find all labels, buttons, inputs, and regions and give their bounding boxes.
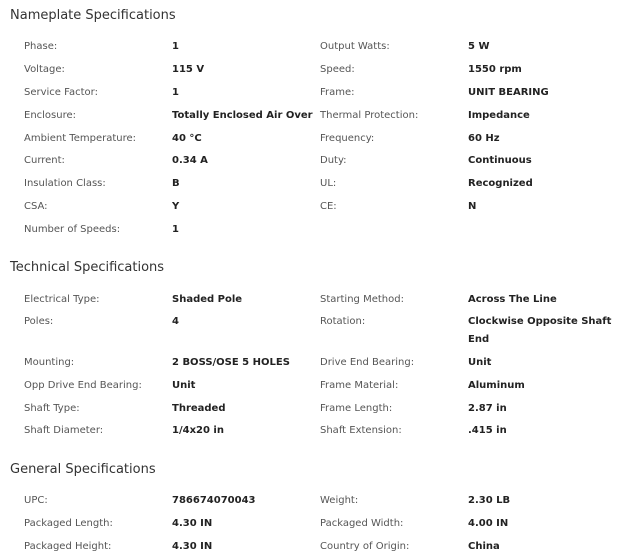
spec-row [0, 61, 638, 77]
spec-value: UNIT BEARING [468, 87, 549, 98]
spec-value: N [468, 201, 477, 212]
spec-value: Totally Enclosed Air Over [172, 110, 313, 121]
spec-label: Insulation Class: [24, 178, 106, 189]
spec-label: Ambient Temperature: [24, 133, 137, 144]
spec-row [0, 538, 638, 554]
spec-value: 786674070043 [172, 495, 256, 506]
nameplate-title: Nameplate Specifications [10, 8, 176, 23]
spec-value: 1550 rpm [468, 64, 522, 75]
spec-label: UPC: [24, 495, 48, 506]
spec-label: Electrical Type: [24, 294, 100, 305]
spec-label: Speed: [320, 64, 355, 75]
spec-label: CE: [320, 201, 337, 212]
spec-value: Impedance [468, 110, 530, 121]
spec-label: Frame Material: [320, 380, 399, 391]
spec-label: Packaged Length: [24, 518, 113, 529]
spec-row [0, 107, 638, 123]
spec-row [0, 515, 638, 531]
spec-value: 4.00 IN [468, 518, 509, 529]
spec-row [0, 175, 638, 191]
spec-value: Unit [172, 380, 196, 391]
spec-label: Frequency: [320, 133, 375, 144]
spec-label: Shaft Type: [24, 403, 80, 414]
spec-label: CSA: [24, 201, 48, 212]
spec-row [0, 313, 638, 347]
spec-label: Packaged Width: [320, 518, 404, 529]
spec-row [0, 354, 638, 370]
spec-label: Packaged Height: [24, 541, 112, 552]
spec-value: 2 BOSS/OSE 5 HOLES [172, 357, 290, 368]
spec-label: Duty: [320, 155, 347, 166]
spec-value: Unit [468, 357, 492, 368]
spec-label: Service Factor: [24, 87, 98, 98]
spec-row [0, 152, 638, 168]
spec-value: Recognized [468, 178, 533, 189]
spec-label: Shaft Diameter: [24, 425, 104, 436]
spec-value: 1 [172, 41, 179, 52]
spec-row [0, 422, 638, 438]
spec-row [0, 130, 638, 146]
spec-value: Shaded Pole [172, 294, 243, 305]
spec-label: Voltage: [24, 64, 65, 75]
spec-value: 4 [172, 316, 179, 327]
spec-label: Frame Length: [320, 403, 393, 414]
spec-label: UL: [320, 178, 337, 189]
spec-label: Frame: [320, 87, 355, 98]
spec-label: Rotation: [320, 316, 366, 327]
technical-title: Technical Specifications [10, 260, 165, 275]
spec-value: China [468, 541, 500, 552]
spec-value: Y [172, 201, 180, 212]
spec-value: 1 [172, 87, 179, 98]
spec-label: Opp Drive End Bearing: [24, 380, 142, 391]
spec-value: 4.30 IN [172, 541, 213, 552]
spec-value: 1/4x20 in [172, 425, 224, 436]
spec-row [0, 198, 638, 214]
spec-label: Starting Method: [320, 294, 404, 305]
spec-value: 2.30 LB [468, 495, 511, 506]
spec-value: 0.34 A [172, 155, 208, 166]
spec-value: Continuous [468, 155, 532, 166]
general-title: General Specifications [10, 462, 156, 477]
spec-row [0, 400, 638, 416]
spec-value: 1 [172, 224, 179, 235]
spec-label: Shaft Extension: [320, 425, 402, 436]
spec-value: .415 in [468, 425, 507, 436]
spec-row [0, 38, 638, 54]
spec-label: Country of Origin: [320, 541, 410, 552]
spec-label: Phase: [24, 41, 58, 52]
spec-row [0, 492, 638, 508]
spec-label: Output Watts: [320, 41, 390, 52]
spec-value: 4.30 IN [172, 518, 213, 529]
spec-value: 115 V [172, 64, 205, 75]
spec-value: Aluminum [468, 380, 525, 391]
spec-value: 60 Hz [468, 133, 500, 144]
spec-row [0, 377, 638, 393]
spec-value: Clockwise Opposite Shaft End [468, 316, 612, 345]
spec-label: Poles: [24, 316, 54, 327]
spec-row [0, 221, 638, 237]
spec-value: B [172, 178, 180, 189]
spec-row [0, 291, 638, 307]
spec-value: 2.87 in [468, 403, 507, 414]
spec-value: 40 °C [172, 133, 202, 144]
spec-label: Thermal Protection: [320, 110, 419, 121]
spec-label: Current: [24, 155, 65, 166]
spec-label: Number of Speeds: [24, 224, 121, 235]
spec-label: Enclosure: [24, 110, 77, 121]
spec-label: Weight: [320, 495, 359, 506]
spec-row [0, 84, 638, 100]
spec-value: 5 W [468, 41, 490, 52]
spec-value: Threaded [172, 403, 226, 414]
spec-label: Drive End Bearing: [320, 357, 415, 368]
spec-label: Mounting: [24, 357, 75, 368]
spec-value: Across The Line [468, 294, 557, 305]
